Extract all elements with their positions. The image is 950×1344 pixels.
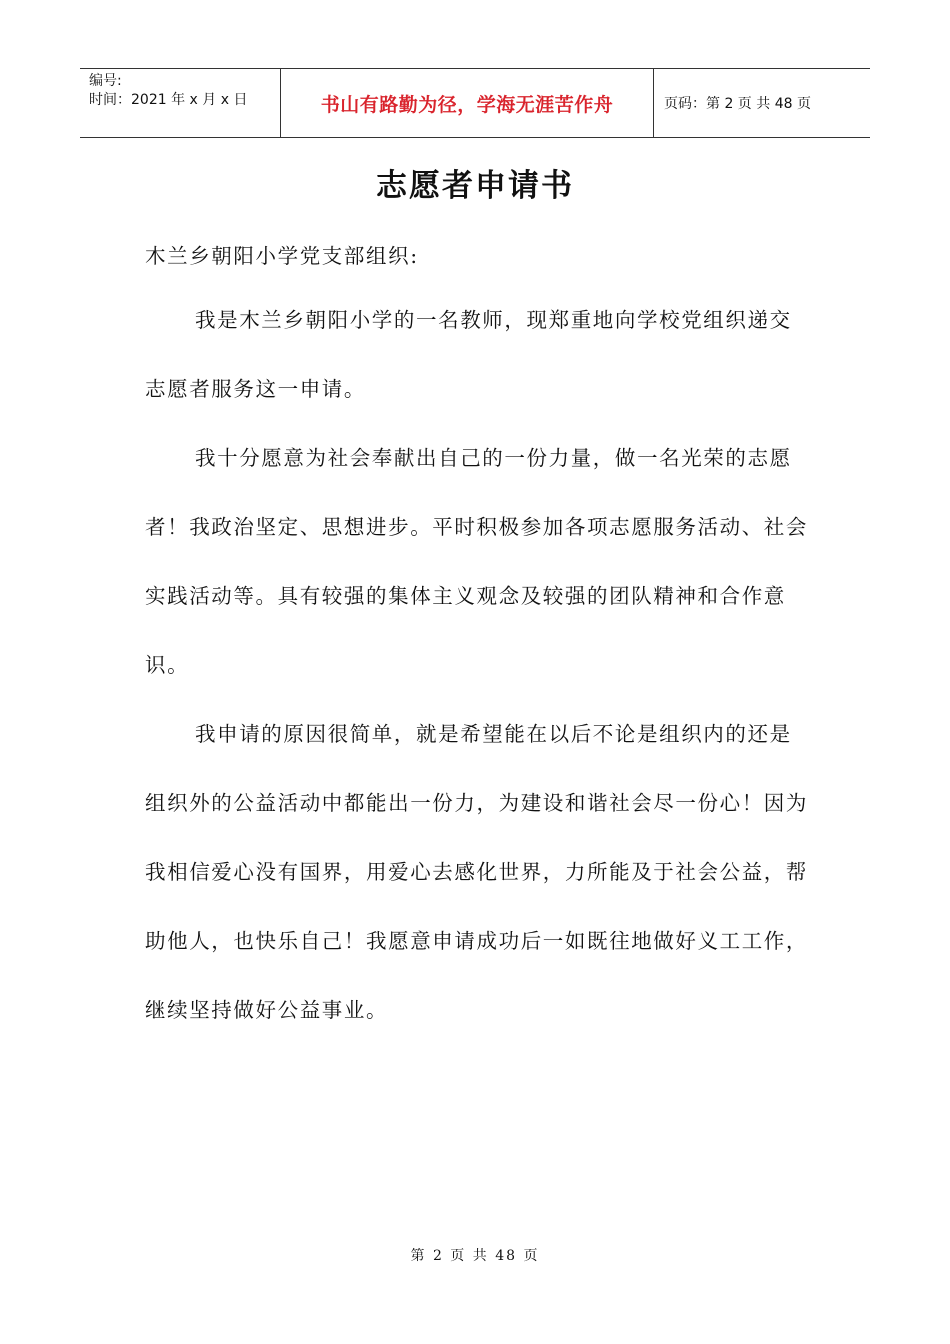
time-label: 时间：2021 年 x 月 x 日 <box>89 92 248 108</box>
page-footer: 第 2 页 共 48 页 <box>410 1248 540 1264</box>
header-page-cell <box>654 69 870 137</box>
header-motto-cell <box>281 69 654 137</box>
paragraph: 我是木兰乡朝阳小学的一名教师，现郑重地向学校党组织递交志愿者服务这一申请。 <box>145 308 792 401</box>
greeting: 木兰乡朝阳小学党支部组织: <box>145 244 419 268</box>
paragraph: 我申请的原因很简单，就是希望能在以后不论是组织内的还是组织外的公益活动中都能出一份力，为建设和谐社会尽一份心！因为我相信爱心没有国界，用爱心去感化世界，力所能及于社会公益，帮助他人，也快乐自己！我愿意申请成功后一如既往地做好义工工作，继续坚持做好公益事业。 <box>145 722 808 1022</box>
page-info: 页码：第 2 页 共 48 页 <box>664 96 811 112</box>
number-label: 编号: <box>89 73 122 89</box>
motto-text: 书山有路勤为径，学海无涯苦作舟 <box>320 93 614 116</box>
document-title: 志愿者申请书 <box>376 168 574 204</box>
header-meta-cell <box>80 69 281 137</box>
paragraph: 我十分愿意为社会奉献出自己的一份力量，做一名光荣的志愿者！我政治坚定、思想进步。平时积极参加各项志愿服务活动、社会实践活动等。具有较强的集体主义观念及较强的团队精神和合作意识。 <box>145 446 808 677</box>
document-body <box>145 230 810 1045</box>
document-header <box>80 68 870 138</box>
